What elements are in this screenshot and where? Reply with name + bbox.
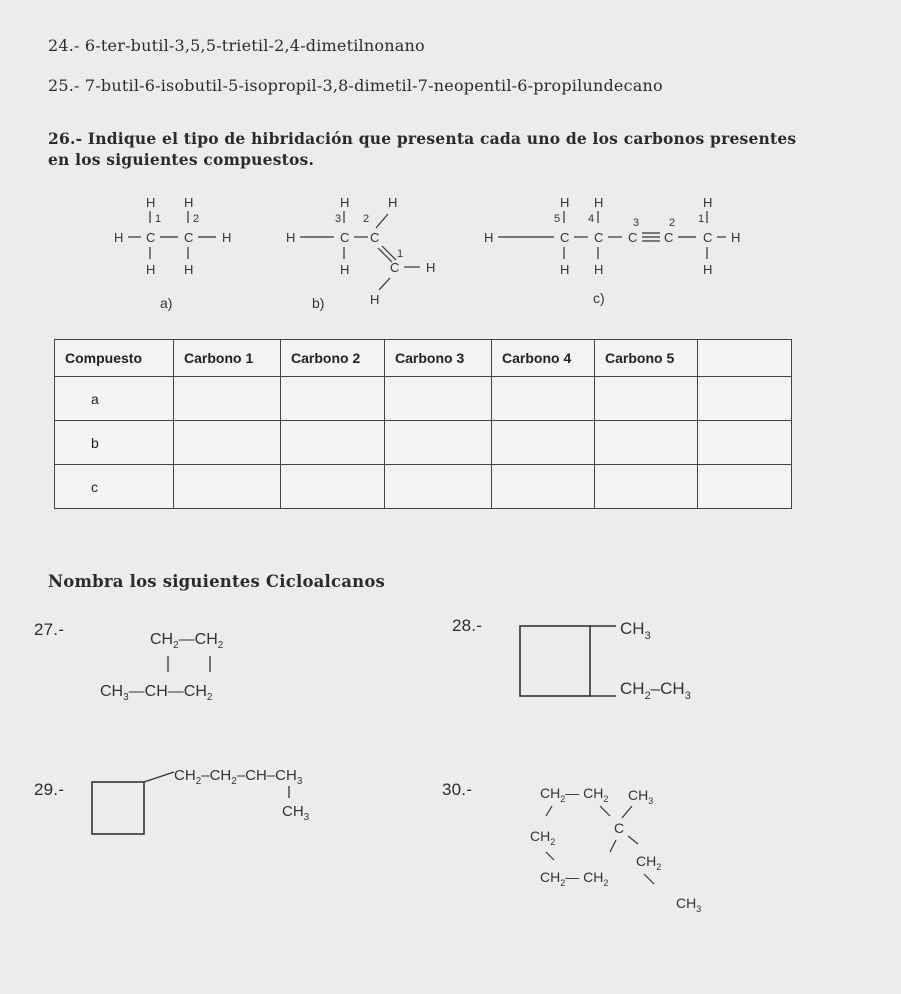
svg-text:C: C [664,230,674,245]
table-header: Carbono 3 [385,340,492,377]
svg-text:C: C [390,260,400,275]
svg-text:H: H [286,230,296,245]
svg-text:5: 5 [554,213,561,225]
svg-text:CH2–CH3: $CH_2-CH_3$ [620,679,691,702]
svg-text:H: H [370,292,380,307]
structure-27 [98,618,278,718]
table-header-row [55,340,792,377]
compound-b-label: b) [312,295,325,311]
svg-text:2: 2 [363,213,370,225]
compound-b-structure [280,190,450,320]
table-cell[interactable] [492,421,595,465]
svg-text:3: 3 [633,217,640,229]
svg-text:C: C [594,230,604,245]
table-cell[interactable] [698,421,792,465]
svg-text:C: C [703,230,713,245]
svg-text:CH2: $CH_2$ [636,853,662,872]
svg-text:H: H [114,230,124,245]
table-cell[interactable] [698,465,792,509]
svg-text:CH3: $CH_3$ [676,895,702,914]
number-30: 30.- [442,780,473,799]
number-28: 28.- [452,616,483,635]
svg-text:H: H [146,262,156,277]
svg-text:H: H [184,195,194,210]
svg-text:H: H [340,262,350,277]
structure-30 [520,768,760,918]
structure-28 [512,606,732,706]
svg-text:2: 2 [193,213,200,225]
row-label: b [55,421,174,465]
svg-text:H: H [340,195,350,210]
table-cell[interactable] [492,377,595,421]
svg-text:H: H [560,262,570,277]
table-cell[interactable] [385,465,492,509]
svg-text:C: C [370,230,380,245]
compound-c-label: c) [593,290,605,306]
table-header: Carbono 2 [281,340,385,377]
svg-text:CH2: $CH_2$ [530,828,556,847]
svg-text:1: 1 [155,213,162,225]
table-cell[interactable] [385,421,492,465]
svg-text:CH3—CH—CH2: $CH_3—CH—CH_2$ [100,683,213,703]
compound-c-structure [476,190,726,280]
svg-text:2: 2 [669,217,676,229]
table-cell[interactable] [698,377,792,421]
row-label: c [55,465,174,509]
svg-text:H: H [594,262,604,277]
svg-text:H: H [426,260,436,275]
table-header: Carbono 5 [595,340,698,377]
table-cell[interactable] [595,465,698,509]
table-cell[interactable] [281,421,385,465]
table-cell[interactable] [595,421,698,465]
svg-text:H: H [560,195,570,210]
problem-24: 24.- 6-ter-butil-3,5,5-trietil-2,4-dimetilnonano [48,36,425,55]
svg-text:CH2–CH2–CH–CH3: $CH_2-CH_2-CH-CH_3$ [174,767,303,787]
svg-text:H: H [146,195,156,210]
number-29: 29.- [34,780,65,799]
table-cell[interactable] [492,465,595,509]
svg-text:H: H [388,195,398,210]
table-header [698,340,792,377]
svg-text:1: 1 [698,213,705,225]
svg-text:CH2— CH2: $CH_2—$ $CH_2$ [540,869,609,888]
table-cell[interactable] [281,465,385,509]
svg-text:CH2—CH2: $CH_2—CH_2$ [150,631,224,651]
compound-a-structure [110,190,240,280]
structure-29 [88,760,388,850]
row-label: a [55,377,174,421]
svg-text:C: C [340,230,350,245]
table-row [55,421,792,465]
svg-text:H: H [703,262,713,277]
svg-text:CH3: $CH_3$ [628,787,654,806]
table-cell[interactable] [174,421,281,465]
compound-a-label: a) [160,295,173,311]
problem-26-line2: en los siguientes compuestos. [48,150,315,169]
hybridization-table [54,339,792,509]
svg-text:CH3: $CH_3$ [282,803,310,823]
svg-text:H: H [703,195,713,210]
svg-text:C: C [560,230,570,245]
svg-text:H: H [222,230,232,245]
section-title: Nombra los siguientes Cicloalcanos [48,572,386,591]
number-27: 27.- [34,620,65,639]
svg-text:H: H [594,195,604,210]
table-cell[interactable] [281,377,385,421]
svg-text:CH2— CH2: $CH_2—$ $CH_2$ [540,785,609,804]
svg-text:CH3: $CH_3$ [620,619,651,642]
svg-text:C: C [184,230,194,245]
table-header: Carbono 1 [174,340,281,377]
table-header: Compuesto [55,340,174,377]
svg-text:H: H [184,262,194,277]
compound-c-terminal-h: H [731,230,741,245]
table-cell[interactable] [174,377,281,421]
table-cell[interactable] [595,377,698,421]
svg-text:3: 3 [335,213,342,225]
problem-25: 25.- 7-butil-6-isobutil-5-isopropil-3,8-dimetil-7-neopentil-6-propilundecano [48,76,663,95]
svg-text:C: C [146,230,156,245]
table-cell[interactable] [385,377,492,421]
table-cell[interactable] [174,465,281,509]
svg-text:C: C [614,820,625,836]
table-row [55,377,792,421]
svg-text:4: 4 [588,213,595,225]
svg-text:C: C [628,230,638,245]
problem-26-line1: 26.- Indique el tipo de hibridación que presenta cada uno de los carbonos presentes [48,129,797,148]
svg-text:H: H [484,230,494,245]
table-header: Carbono 4 [492,340,595,377]
svg-text:1: 1 [397,248,404,260]
table-row [55,465,792,509]
